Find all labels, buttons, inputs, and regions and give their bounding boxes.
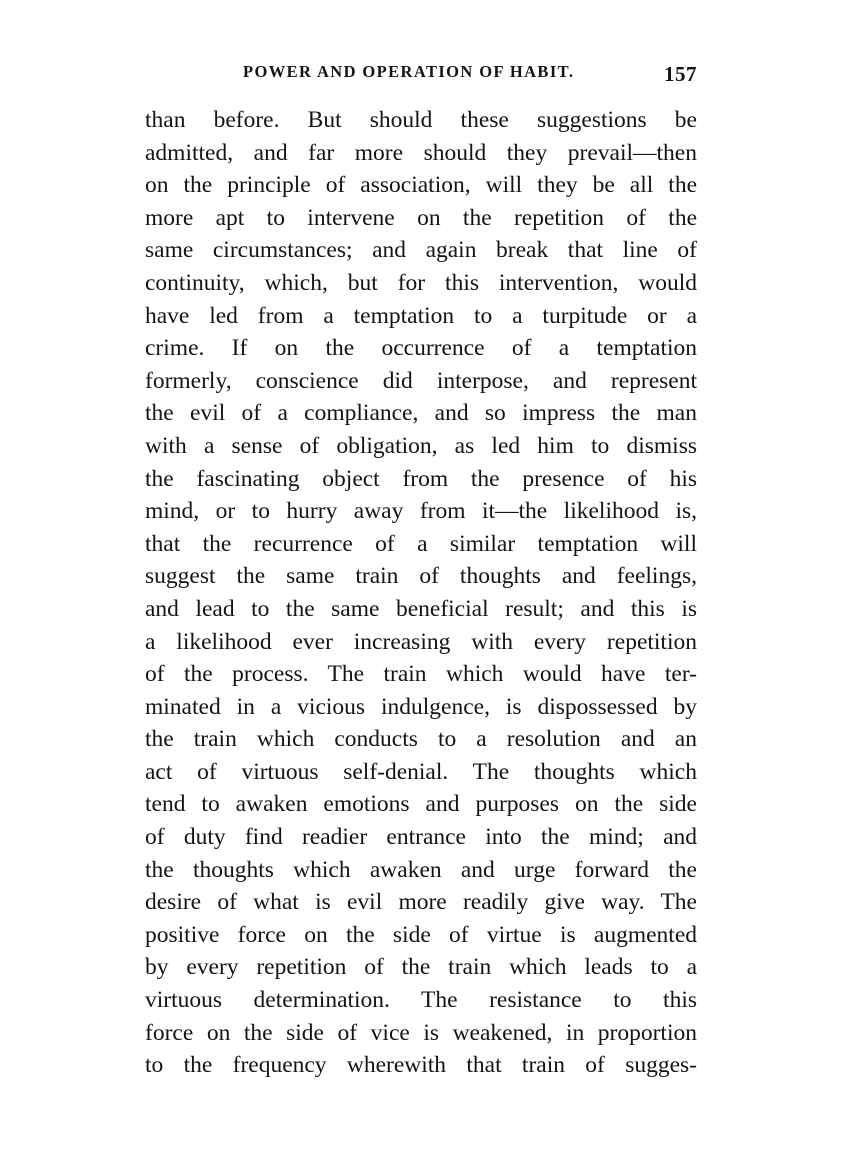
text-line: the fascinating object from the presence of his <box>145 465 697 492</box>
text-line: more apt to intervene on the repetition of the <box>145 204 697 231</box>
text-line: have led from a temptation to a turpitude or a <box>145 302 697 329</box>
text-line: to the frequency wherewith that train of sugges- <box>145 1052 697 1079</box>
text-line: that the recurrence of a similar temptation will <box>145 530 697 557</box>
text-line: continuity, which, but for this intervention, would <box>145 269 697 296</box>
text-line: suggest the same train of thoughts and feelings, <box>145 563 697 590</box>
text-line: minated in a vicious indulgence, is dispossessed by <box>145 693 697 720</box>
text-line: force on the side of vice is weakened, in proportion <box>145 1019 697 1046</box>
text-line: tend to awaken emotions and purposes on the side <box>145 791 697 818</box>
running-title: POWER AND OPERATION OF HABIT. <box>243 62 575 81</box>
text-line: act of virtuous self-denial. The thoughts which <box>145 758 697 785</box>
page-number: 157 <box>664 62 697 86</box>
text-line: than before. But should these suggestions be <box>145 107 697 133</box>
text-line: a likelihood ever increasing with every repetition <box>145 628 697 655</box>
running-head <box>145 62 697 88</box>
text-line: mind, or to hurry away from it—the likelihood is, <box>145 498 697 525</box>
text-line: formerly, conscience did interpose, and represent <box>145 367 697 394</box>
text-line: same circumstances; and again break that line of <box>145 237 697 264</box>
text-line: and lead to the same beneficial result; and this is <box>145 595 697 622</box>
text-line: the thoughts which awaken and urge forward the <box>145 856 697 883</box>
text-line: the train which conducts to a resolution and an <box>145 726 697 753</box>
text-line: positive force on the side of virtue is augmented <box>145 921 697 948</box>
text-line: the evil of a compliance, and so impress the man <box>145 400 697 427</box>
body-text <box>145 104 697 1082</box>
text-line: virtuous determination. The resistance to this <box>145 987 697 1014</box>
text-line: of the process. The train which would have ter- <box>145 661 697 688</box>
text-line: admitted, and far more should they prevail—then <box>145 139 697 166</box>
text-line: with a sense of obligation, as led him to dismiss <box>145 432 697 459</box>
text-line: crime. If on the occurrence of a temptation <box>145 335 697 362</box>
text-line: of duty find readier entrance into the mind; and <box>145 824 697 851</box>
text-line: by every repetition of the train which leads to a <box>145 954 697 981</box>
text-line: on the principle of association, will they be all the <box>145 172 697 199</box>
text-line: desire of what is evil more readily give way. The <box>145 889 697 916</box>
